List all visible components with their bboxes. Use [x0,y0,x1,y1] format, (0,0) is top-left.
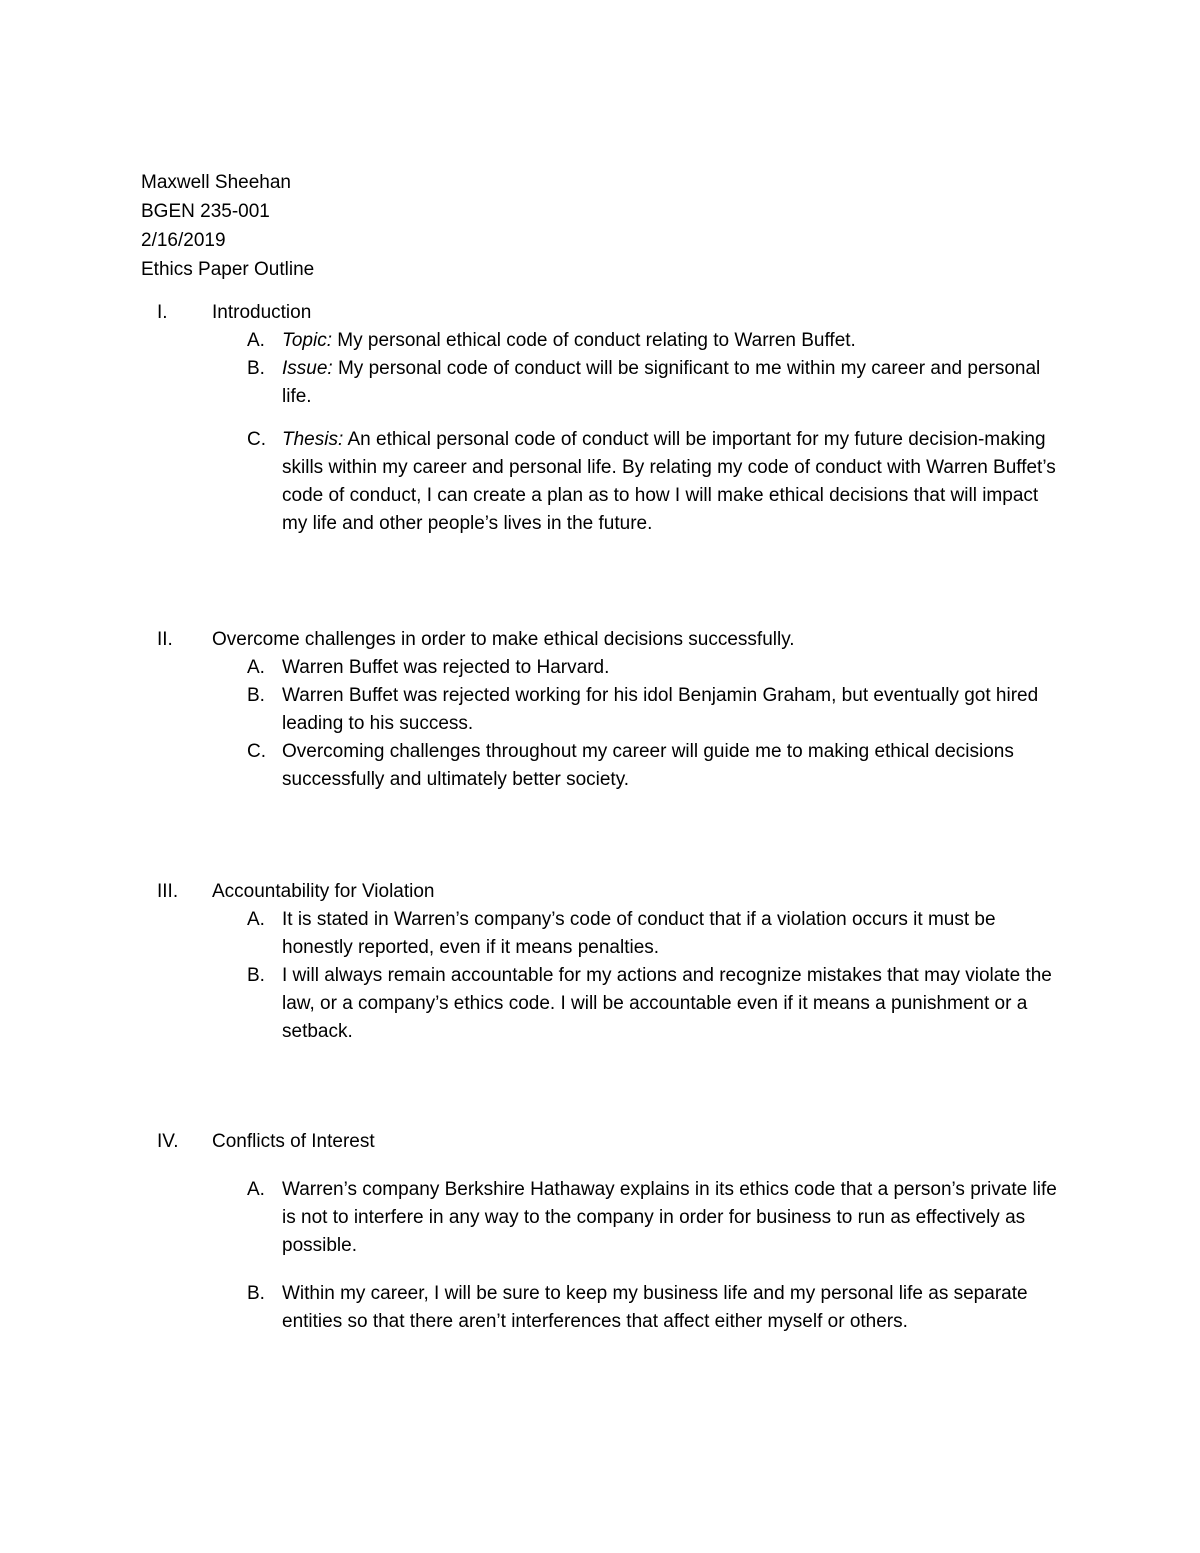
outline-item [141,682,1061,738]
outline-item [141,654,1061,682]
section-numeral: II. [157,629,173,650]
outline-item [141,962,1061,1046]
outline-section-overcome-challenges [141,626,1061,794]
item-letter: A. [247,330,265,351]
item-body: My personal ethical code of conduct relating to Warren Buffet. [332,330,856,351]
section-title: Introduction [212,302,312,323]
item-letter: A. [247,657,265,678]
outline-item [141,1280,1061,1336]
outline-item [141,327,1061,355]
outline-item [141,355,1061,411]
section-items [141,906,1061,1046]
outline-item [141,738,1061,794]
outline-item [141,906,1061,962]
item-text: I will always remain accountable for my actions and recognize mistakes that may violate the law, or a company’s ethics code. I will be accountable even if it means a punishment or a setback. [282,965,1052,1042]
outline-section-introduction [141,299,1061,538]
author-name: Maxwell Sheehan [141,172,291,193]
section-title: Accountability for Violation [212,881,435,902]
item-text [282,327,1060,355]
section-title: Overcome challenges in order to make ethical decisions successfully. [212,629,795,650]
item-label: Thesis: [282,429,344,450]
item-letter: C. [247,741,266,762]
item-letter: B. [247,1283,265,1304]
document-title: Ethics Paper Outline [141,259,315,280]
item-text [282,355,1060,411]
item-letter: B. [247,358,265,379]
course-code: BGEN 235-001 [141,201,270,222]
item-body: My personal code of conduct will be significant to me within my career and personal life. [282,358,1041,407]
outline-section-accountability [141,878,1061,1046]
section-numeral: III. [157,881,179,902]
outline-item [141,1176,1061,1260]
section-title: Conflicts of Interest [212,1131,375,1152]
section-items [141,1176,1061,1336]
item-text: Warren’s company Berkshire Hathaway explains in its ethics code that a person’s private life is not to interfere in any way to the company in order for business to run as effectively as possible. [282,1179,1057,1256]
item-text: Warren Buffet was rejected to Harvard. [282,657,610,678]
section-numeral: I. [157,302,168,323]
section-heading [141,1128,1061,1156]
item-text: It is stated in Warren’s company’s code of conduct that if a violation occurs it must be honestly reported, even if it means penalties. [282,909,996,958]
document-header [141,168,841,284]
section-items [141,654,1061,794]
item-letter: B. [247,965,265,986]
outline-section-conflicts-of-interest [141,1128,1061,1336]
section-heading [141,626,1061,654]
section-heading [141,878,1061,906]
outline-item [141,426,1061,538]
item-label: Issue: [282,358,333,379]
item-body: An ethical personal code of conduct will be important for my future decision-making skills within my career and personal life. By relating my code of conduct with Warren Buffet’s code of conduct, I can create a plan as to how I will make ethical decisions that will impact my life and other people’s lives in the future. [282,429,1056,534]
item-letter: A. [247,909,265,930]
item-text [282,426,1060,538]
item-letter: B. [247,685,265,706]
item-letter: A. [247,1179,265,1200]
item-text: Within my career, I will be sure to keep my business life and my personal life as separate entities so that there aren’t interferences that affect either myself or others. [282,1283,1028,1332]
section-heading [141,299,1061,327]
item-text: Warren Buffet was rejected working for his idol Benjamin Graham, but eventually got hired leading to his success. [282,685,1039,734]
item-letter: C. [247,429,266,450]
item-text: Overcoming challenges throughout my career will guide me to making ethical decisions successfully and ultimately better society. [282,741,1014,790]
section-numeral: IV. [157,1131,179,1152]
item-label: Topic: [282,330,332,351]
section-items [141,327,1061,538]
document-date: 2/16/2019 [141,230,226,251]
